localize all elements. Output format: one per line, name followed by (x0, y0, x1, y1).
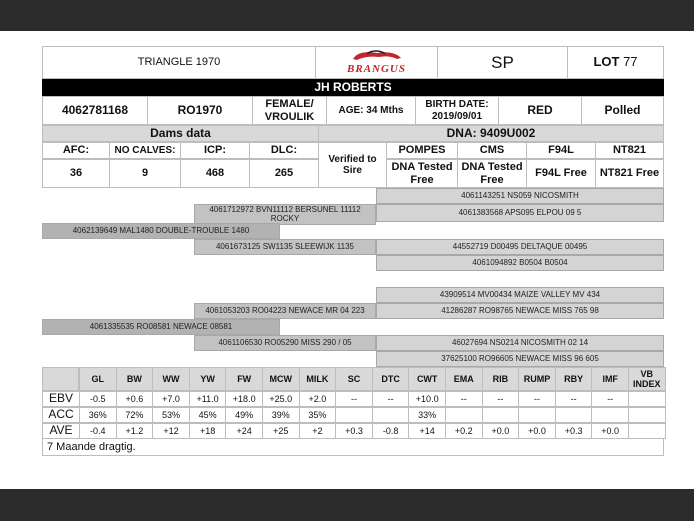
ebv-header-cwt: CWT (408, 367, 446, 391)
bull-icon (347, 49, 407, 63)
birth-date-cell (415, 96, 499, 125)
ebv-cell: -- (372, 391, 410, 407)
ebv-header-bw: BW (116, 367, 154, 391)
dams-value-row (42, 159, 664, 188)
ebv-cell: +10.0 (408, 391, 446, 407)
dams-header-dlc: DLC: (249, 142, 319, 159)
dams-header-afc: AFC: (42, 142, 110, 159)
ebv-header-rby: RBY (555, 367, 593, 391)
ebv-header-gl: GL (79, 367, 117, 391)
pedigree-dam-dam-sire: 46027694 NS0214 NICOSMITH 02 14 (376, 335, 664, 351)
dams-value-icp: 468 (180, 159, 250, 188)
pedigree-sire-dam-dam: 4061094892 B0504 B0504 (376, 255, 664, 271)
top-dark-band (0, 0, 694, 31)
ebv-cell (518, 407, 556, 423)
pedigree-dam-sire-sire: 43909514 MV00434 MAIZE VALLEY MV 434 (376, 287, 664, 303)
ebv-cell: +24 (225, 423, 263, 439)
ebv-row-ave (42, 423, 664, 439)
dams-value-afc: 36 (42, 159, 110, 188)
ebv-cell (372, 407, 410, 423)
ebv-cell: 35% (299, 407, 337, 423)
code: SP (437, 46, 568, 79)
ebv-cell: 72% (116, 407, 154, 423)
ebv-cell: +0.3 (335, 423, 373, 439)
ebv-cell: -- (445, 391, 483, 407)
dna-header-nt821: NT821 (595, 142, 664, 159)
logo-wrap (347, 49, 407, 76)
ebv-header-rib: RIB (482, 367, 520, 391)
ebv-cell: 49% (225, 407, 263, 423)
dams-value-dlc: 265 (249, 159, 319, 188)
ebv-header-vb-index: VB INDEX (628, 367, 666, 391)
ebv-cell: -0.5 (79, 391, 117, 407)
ebv-cell: +2 (299, 423, 337, 439)
ebv-cell: -- (591, 391, 629, 407)
animal-poll: Polled (581, 96, 664, 125)
breeder-name: JH ROBERTS (42, 79, 664, 96)
animal-age: AGE: 34 Mths (326, 96, 416, 125)
ebv-cell: +1.2 (116, 423, 154, 439)
lot-label: LOT (593, 54, 620, 70)
pedigree-dam-dam: 4061106530 RO05290 MISS 290 / 05 (194, 335, 376, 351)
pedigree-sire-sire-dam: 4061383568 APS095 ELPOU 09 5 (376, 204, 664, 222)
dna-value-nt821: NT821 Free (595, 159, 664, 188)
ebv-cell (591, 407, 629, 423)
dams-value-calves: 9 (109, 159, 181, 188)
ebv-cell (445, 407, 483, 423)
pedigree-sire-sire-sire: 4061143251 NS059 NICOSMITH (376, 188, 664, 204)
ebv-cell: 39% (262, 407, 300, 423)
ebv-cell: -- (482, 391, 520, 407)
dna-value-cms: DNA Tested Free (457, 159, 527, 188)
ebv-cell: +0.0 (591, 423, 629, 439)
ebv-cell: +2.0 (299, 391, 337, 407)
ebv-cell: +25.0 (262, 391, 300, 407)
dna-title: DNA: 9409U002 (318, 125, 664, 142)
pedigree-dam-sire-dam: 41286287 RO98765 NEWACE MISS 765 98 (376, 303, 664, 319)
ebv-cell: +11.0 (189, 391, 227, 407)
lot-number: 77 (623, 54, 638, 70)
ebv-row-acc (42, 407, 664, 423)
pedigree-sire-sire: 4061712972 BVN11112 BERSUNEL 11112 ROCKY (194, 204, 376, 225)
ebv-cell: +7.0 (152, 391, 190, 407)
dna-value-pompes: DNA Tested Free (386, 159, 458, 188)
ebv-cell: -- (335, 391, 373, 407)
animal-color: RED (498, 96, 582, 125)
ebv-cell (335, 407, 373, 423)
ebv-cell: +18 (189, 423, 227, 439)
birth-label: BIRTH DATE: (425, 99, 489, 110)
pedigree-sire: 4062139649 MAL1480 DOUBLE-TROUBLE 1480 (42, 223, 280, 239)
header-row (42, 46, 664, 79)
ebv-cell: -- (555, 391, 593, 407)
lot-card (42, 46, 664, 456)
ebv-cell: 45% (189, 407, 227, 423)
ebv-cell: 53% (152, 407, 190, 423)
ebv-cell: +12 (152, 423, 190, 439)
lot (567, 46, 664, 79)
pedigree-dam: 4061335535 RO08581 NEWACE 08581 (42, 319, 280, 335)
ebv-cell (628, 407, 666, 423)
ebv-header-dtc: DTC (372, 367, 410, 391)
ebv-header-row (42, 367, 664, 391)
ebv-header-ema: EMA (445, 367, 483, 391)
dna-value-f94l: F94L Free (526, 159, 596, 188)
verified-to-sire: Verified to Sire (318, 142, 387, 188)
ebv-header-sc: SC (335, 367, 373, 391)
ebv-corner (42, 367, 79, 391)
section-title-row (42, 125, 664, 142)
ebv-cell: 33% (408, 407, 446, 423)
ebv-cell: +14 (408, 423, 446, 439)
animal-row (42, 96, 664, 125)
pedigree-sire-dam: 4061673125 SW1135 SLEEWIJK 1135 (194, 239, 376, 255)
animal-name: RO1970 (147, 96, 253, 125)
ebv-cell: +0.0 (518, 423, 556, 439)
dams-header-calves: NO CALVES: (109, 142, 181, 159)
breeder-row (42, 79, 664, 96)
ebv-cell: -0.8 (372, 423, 410, 439)
dna-header-cms: CMS (457, 142, 527, 159)
ebv-cell (482, 407, 520, 423)
ebv-cell: +0.2 (445, 423, 483, 439)
bottom-dark-band (0, 489, 694, 521)
ebv-header-milk: MILK (299, 367, 337, 391)
ebv-cell: +0.0 (482, 423, 520, 439)
ebv-row-label: ACC (42, 407, 80, 423)
ebv-header-fw: FW (225, 367, 263, 391)
ebv-cell: +18.0 (225, 391, 263, 407)
ebv-cell (555, 407, 593, 423)
ebv-cell: +0.3 (555, 423, 593, 439)
ebv-cell: +25 (262, 423, 300, 439)
ebv-cell: -- (518, 391, 556, 407)
dna-header-pompes: POMPES (386, 142, 458, 159)
ebv-header-ww: WW (152, 367, 190, 391)
ebv-header-rump: RUMP (518, 367, 556, 391)
ebv-row-ebv (42, 391, 664, 407)
dams-header-icp: ICP: (180, 142, 250, 159)
pedigree-sire-dam-sire: 44552719 D00495 DELTAQUE 00495 (376, 239, 664, 255)
dna-header-f94l: F94L (526, 142, 596, 159)
pedigree-dam-dam-dam: 37625100 RO96605 NEWACE MISS 96 605 (376, 351, 664, 367)
sire-title: TRIANGLE 1970 (42, 46, 316, 79)
ebv-header-imf: IMF (591, 367, 629, 391)
dams-title: Dams data (42, 125, 319, 142)
ebv-cell: +0.6 (116, 391, 154, 407)
ebv-header-yw: YW (189, 367, 227, 391)
animal-id: 4062781168 (42, 96, 148, 125)
ebv-cell (628, 391, 666, 407)
ebv-cell: 36% (79, 407, 117, 423)
logo-text: BRANGUS (347, 63, 406, 76)
note: 7 Maande dragtig. (42, 438, 664, 456)
ebv-header-mcw: MCW (262, 367, 300, 391)
ebv-cell (628, 423, 666, 439)
ebv-cell: -0.4 (79, 423, 117, 439)
birth-date: 2019/09/01 (431, 110, 483, 122)
animal-sex: FEMALE/ VROULIK (252, 96, 327, 125)
pedigree-dam-sire: 4061053203 RO04223 NEWACE MR 04 223 (194, 303, 376, 319)
brangus-logo (315, 46, 438, 79)
ebv-row-label: AVE (42, 423, 80, 439)
ebv-row-label: EBV (42, 391, 80, 407)
